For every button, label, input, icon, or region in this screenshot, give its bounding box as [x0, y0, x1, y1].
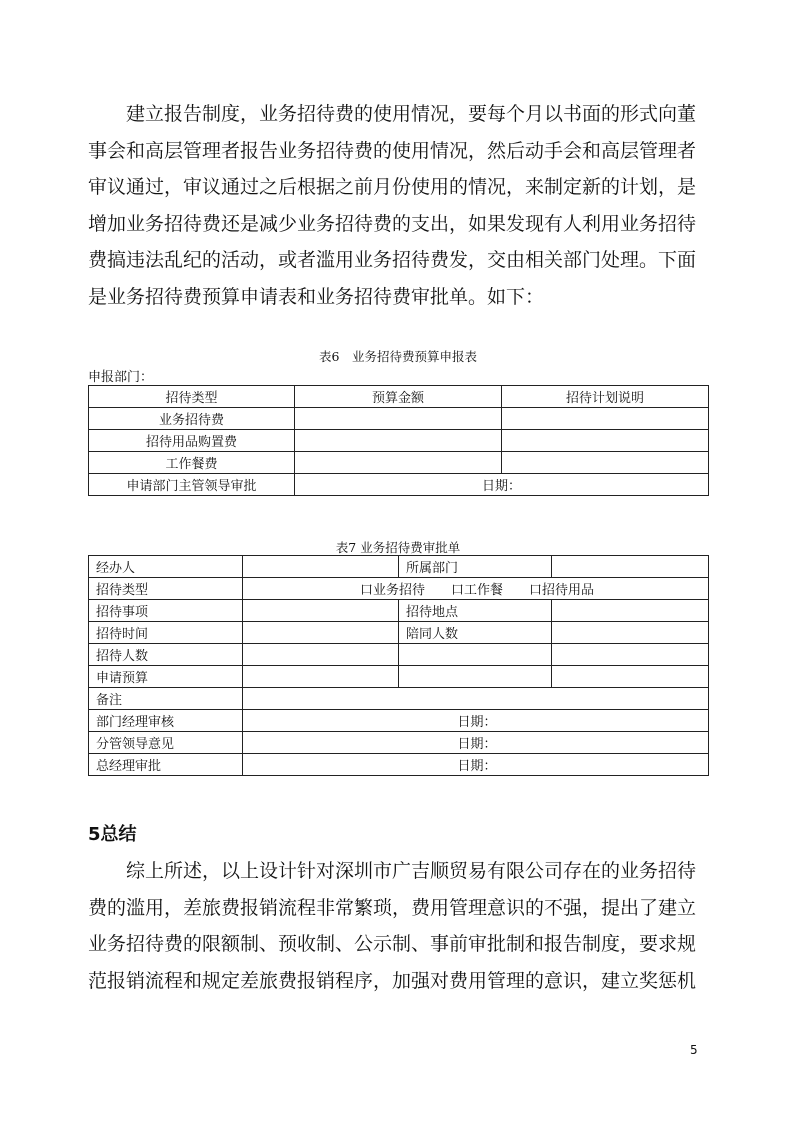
text-line: 综上所述，以上设计针对深圳市广吉顺贸易有限公司存在的业务招待	[88, 860, 697, 882]
input-cell[interactable]	[399, 666, 552, 688]
row-label: 招待用品购置费	[89, 430, 295, 452]
row-label: 所属部门	[399, 556, 552, 578]
row-label: 招待人数	[89, 644, 243, 666]
dept-label: 申报部门：	[88, 370, 154, 385]
table-row	[89, 666, 709, 688]
table-row	[89, 600, 709, 622]
text-line: 是业务招待费预算申请表和业务招待费审批单。如下：	[88, 285, 545, 308]
row-label: 招待事项	[89, 600, 243, 622]
table-row	[89, 644, 709, 666]
input-cell[interactable]	[243, 688, 709, 710]
table-row	[89, 754, 709, 776]
header-cell: 招待计划说明	[502, 386, 709, 408]
budget-application-table	[88, 385, 709, 496]
row-label: 业务招待费	[89, 408, 295, 430]
input-cell[interactable]	[552, 622, 709, 644]
table-row	[89, 474, 709, 496]
date-cell[interactable]: 日期：	[243, 754, 709, 776]
table6-caption: 表6 业务招待费预算申报表	[319, 349, 477, 364]
table-header-row	[89, 386, 709, 408]
type-checkbox-options[interactable]: 口业务招待 口工作餐 口招待用品	[243, 578, 709, 600]
row-label: 申请预算	[89, 666, 243, 688]
text-line: 增加业务招待费还是减少业务招待费的支出，如果发现有人利用业务招待	[88, 212, 697, 235]
page-number: 5	[690, 1043, 698, 1057]
approval-form-table	[88, 555, 709, 776]
row-label: 申请部门主管领导审批	[89, 474, 295, 496]
input-cell[interactable]	[243, 600, 399, 622]
input-cell[interactable]	[502, 430, 709, 452]
row-label: 招待时间	[89, 622, 243, 644]
row-label: 招待地点	[399, 600, 552, 622]
row-label: 经办人	[89, 556, 243, 578]
table-row	[89, 710, 709, 732]
row-label: 总经理审批	[89, 754, 243, 776]
header-cell: 预算金额	[295, 386, 502, 408]
row-label: 招待类型	[89, 578, 243, 600]
input-cell[interactable]	[295, 452, 502, 474]
text-line: 费搞违法乱纪的活动，或者滥用业务招待费发，交由相关部门处理。下面	[88, 249, 697, 271]
header-cell: 招待类型	[89, 386, 295, 408]
row-label: 工作餐费	[89, 452, 295, 474]
table-row	[89, 408, 709, 430]
input-cell[interactable]	[399, 644, 552, 666]
input-cell[interactable]	[243, 644, 399, 666]
input-cell[interactable]	[502, 408, 709, 430]
input-cell[interactable]	[295, 408, 502, 430]
row-label: 备注	[89, 688, 243, 710]
row-label: 部门经理审核	[89, 710, 243, 732]
date-cell[interactable]: 日期：	[243, 732, 709, 754]
table-row	[89, 452, 709, 474]
input-cell[interactable]	[552, 644, 709, 666]
text-line: 业务招待费的限额制、预收制、公示制、事前审批制和报告制度，要求规	[88, 933, 697, 955]
input-cell[interactable]	[243, 556, 399, 578]
text-line: 审议通过，审议通过之后根据之前月份使用的情况，来制定新的计划，是	[88, 176, 697, 198]
table-row	[89, 556, 709, 578]
table-row	[89, 732, 709, 754]
row-label: 分管领导意见	[89, 732, 243, 754]
input-cell[interactable]	[502, 452, 709, 474]
text-line: 事会和高层管理者报告业务招待费的使用情况，然后动手会和高层管理者	[88, 139, 697, 162]
input-cell[interactable]	[243, 666, 399, 688]
table-row	[89, 578, 709, 600]
intro-paragraph	[88, 96, 708, 315]
table7-caption: 表7 业务招待费审批单	[335, 540, 461, 555]
table-row	[89, 688, 709, 710]
input-cell[interactable]	[295, 430, 502, 452]
input-cell[interactable]	[552, 666, 709, 688]
input-cell[interactable]	[552, 600, 709, 622]
table-row	[89, 622, 709, 644]
section-heading: 5总结	[88, 824, 137, 845]
table-row	[89, 430, 709, 452]
text-line: 费的滥用，差旅费报销流程非常繁琐，费用管理意识的不强，提出了建立	[88, 896, 697, 919]
row-label: 陪同人数	[399, 622, 552, 644]
date-cell[interactable]: 日期：	[243, 710, 709, 732]
input-cell[interactable]	[552, 556, 709, 578]
summary-paragraph	[88, 853, 708, 999]
date-cell[interactable]: 日期：	[295, 474, 709, 496]
input-cell[interactable]	[243, 622, 399, 644]
text-line: 范报销流程和规定差旅费报销程序，加强对费用管理的意识，建立奖惩机	[88, 969, 697, 992]
text-line: 建立报告制度，业务招待费的使用情况，要每个月以书面的形式向董	[88, 103, 697, 125]
